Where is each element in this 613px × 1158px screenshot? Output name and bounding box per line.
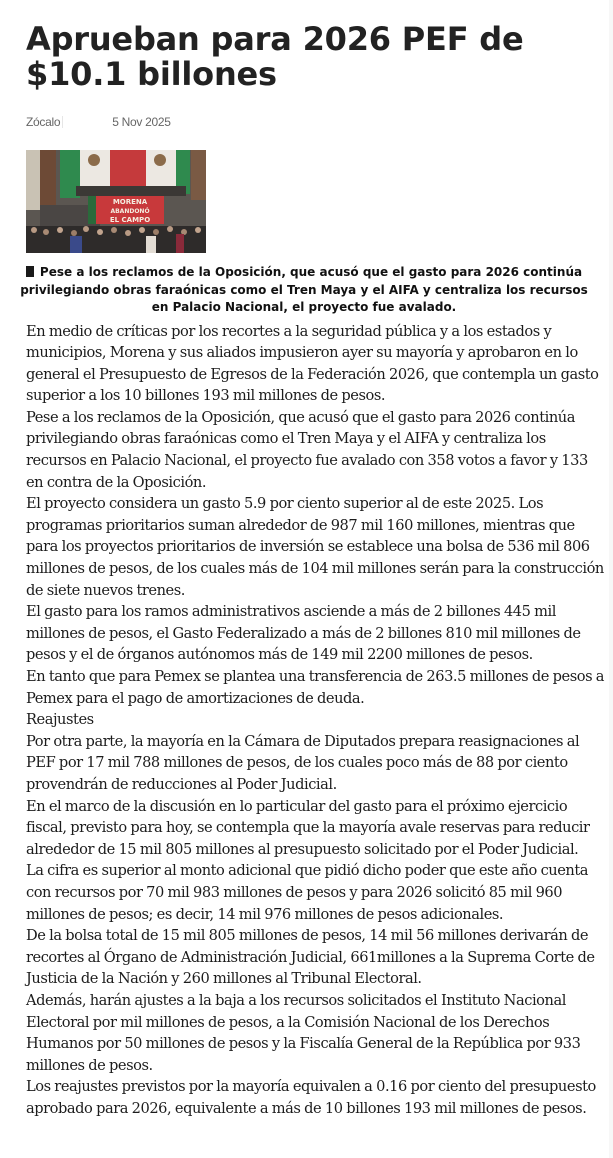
paragraph: Además, harán ajustes a la baja a los recursos solicitados el Instituto Nacional Electoral por mil millones de pesos, a la Comisión Nacional de los Derechos Humanos por 50 millones de pesos y la Fiscalía General de la República por 933 millones de pesos. — [26, 991, 581, 1074]
photo-tribune — [76, 186, 186, 196]
article-title: Aprueban para 2026 PEF de $10.1 billones — [26, 20, 524, 93]
paragraph: En tanto que para Pemex se plantea una transferencia de 263.5 millones de pesos a Pemex para el pago de amortizaciones de deuda. — [26, 668, 605, 707]
banner-line-2: ABANDONÓ — [110, 208, 150, 215]
photo-right-panel — [191, 150, 206, 200]
article-photo[interactable] — [26, 150, 206, 253]
flag-red-center — [110, 150, 146, 186]
article-body — [26, 321, 606, 1120]
paragraph: El gasto para los ramos administrativos asciende a más de 2 billones 445 mil millones de pesos, el Gasto Federalizado a más de 2 billones 810 mil millones de pesos y el de órganos autónomos más de 149 mil 2200 millones de pesos. — [26, 603, 581, 664]
flag-emblem-left — [88, 154, 100, 166]
article-date: 5 Nov 2025 — [112, 115, 171, 129]
photo-left-wall — [26, 150, 40, 210]
meta-divider — [62, 116, 63, 128]
paragraph: Por otra parte, la mayoría en la Cámara de Diputados prepara reasignaciones al PEF por 17 mil 788 millones de pesos, de los cuales poco más de 88 por ciento provendrán de reducciones al Poder Judicial. — [26, 732, 580, 793]
photo-left-panel — [40, 150, 56, 205]
flag-emblem-right — [154, 154, 166, 166]
article — [20, 0, 610, 1119]
banner-line-3: EL CAMPO — [109, 216, 151, 224]
paragraph: En el marco de la discusión en lo particular del gasto para el próximo ejercicio fiscal, previsto para hoy, se contempla que la mayoría avale reservas para reducir alrededor de 15 mil 805 millones al presupuesto solicitado por el Poder Judicial. — [26, 797, 590, 858]
paragraph: Pese a los reclamos de la Oposición, que acusó que el gasto para 2026 continúa privilegiando obras faraónicas como el Tren Maya y el AIFA y centraliza los recursos en Palacio Nacional, el proyecto fue avalado con 358 votos a favor y 133 en contra de la Oposición. — [26, 408, 588, 491]
caption-text: Pese a los reclamos de la Oposición, que acusó que el gasto para 2026 continúa privilegiando obras faraónicas como el Tren Maya y el AIFA y centraliza los recursos en Palacio Nacional, el proyecto fue avalado. — [20, 265, 588, 314]
banner-line-1: MORENA — [112, 198, 148, 206]
paragraph: Los reajustes previstos por la mayoría equivalen a 0.16 por ciento del presupuesto aprobado para 2026, equivalente a más de 10 billones 193 mil millones de pesos. — [26, 1078, 596, 1117]
caption-bullet-icon — [26, 266, 34, 277]
photo-caption — [18, 264, 590, 317]
section-subheading: Reajustes — [26, 711, 94, 729]
article-meta — [26, 114, 610, 130]
photo-illustration — [26, 150, 206, 253]
article-source[interactable]: Zócalo — [26, 115, 61, 129]
paragraph: En medio de críticas por los recortes a la seguridad pública y a los estados y municipios, Morena y sus aliados impusieron ayer su mayoría y aprobaron en lo general el Presupuesto de Egresos de la Federación 2026, que contempla un gasto superior a los 10 billones 193 mil millones de pesos. — [26, 322, 599, 405]
paragraph: De la bolsa total de 15 mil 805 millones de pesos, 14 mil 56 millones derivarán de recortes al Órgano de Administración Judicial, 661millones a la Suprema Corte de Justicia de la Nación y 260 millones al Tribunal Electoral. — [26, 927, 595, 988]
paragraph: El proyecto considera un gasto 5.9 por ciento superior al de este 2025. Los programas prioritarios suman alrededor de 987 mil 160 millones, mientras que para los proyectos prioritarios de inversión se establece una bolsa de 536 mil 806 millones de pesos, de los cuales más de 104 mil millones serán para la construcción de siete nuevos trenes. — [26, 495, 604, 599]
paragraph: La cifra es superior al monto adicional que pidió dicho poder que este año cuenta con recursos por 70 mil 983 millones de pesos y para 2026 solicitó 85 mil 960 millones de pesos; es decir, 14 mil 976 millones de pesos adicionales. — [26, 862, 589, 923]
